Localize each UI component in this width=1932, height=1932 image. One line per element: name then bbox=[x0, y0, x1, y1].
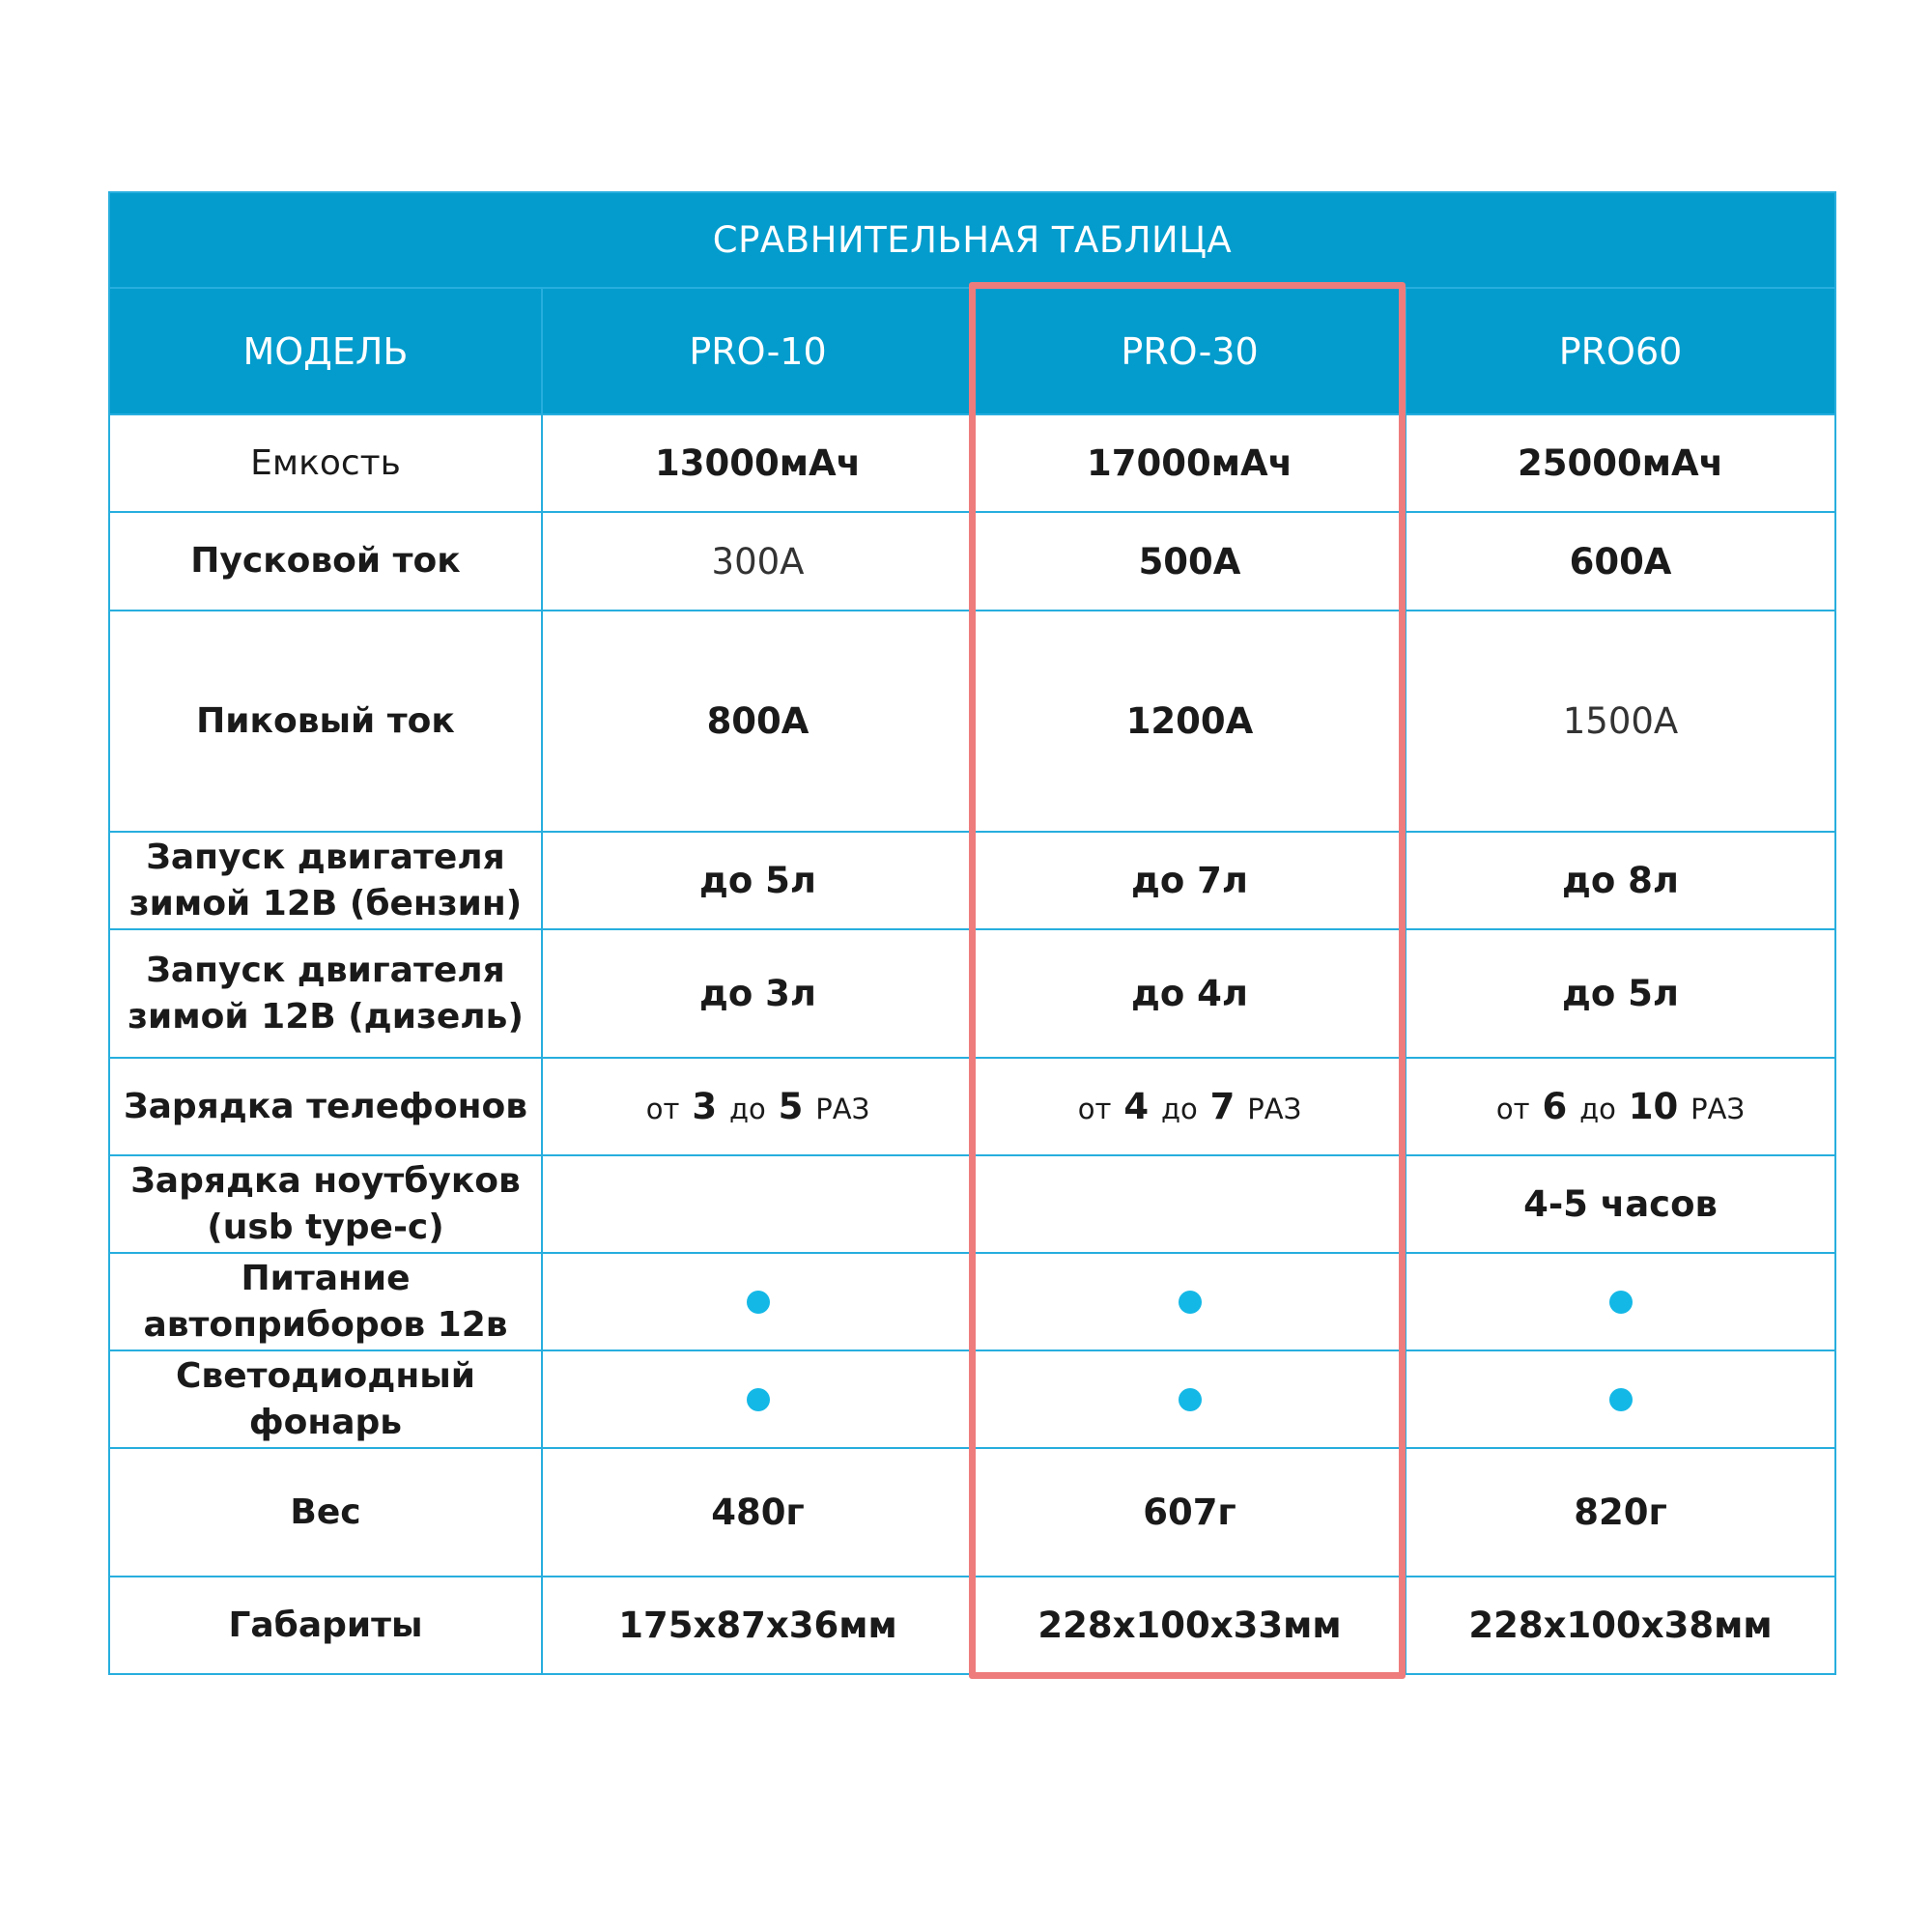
cell-value bbox=[1406, 1350, 1835, 1448]
row-label-capacity: Емкость bbox=[109, 414, 542, 512]
feature-dot-icon bbox=[747, 1291, 770, 1314]
cell-value: 1500А bbox=[1406, 611, 1835, 832]
cell-value bbox=[542, 1058, 974, 1155]
feature-dot-icon bbox=[1609, 1291, 1633, 1314]
cell-value: 607г bbox=[974, 1448, 1406, 1577]
range-to-word: до bbox=[728, 1093, 766, 1125]
cell-value bbox=[974, 1058, 1406, 1155]
table-row bbox=[109, 611, 1835, 832]
header-model-pro-30: PRO-30 bbox=[974, 288, 1406, 414]
range-from-number: 6 bbox=[1542, 1086, 1568, 1127]
header-model-pro60: PRO60 bbox=[1406, 288, 1835, 414]
range-from-word: от bbox=[645, 1093, 680, 1125]
range-to-number: 5 bbox=[778, 1086, 804, 1127]
row-label-dimensions: Габариты bbox=[109, 1577, 542, 1674]
range-unit: РАЗ bbox=[1247, 1093, 1302, 1125]
table-row bbox=[109, 1577, 1835, 1674]
cell-value: 17000мАч bbox=[974, 414, 1406, 512]
cell-value: до 8л bbox=[1406, 832, 1835, 929]
range-to-word: до bbox=[1579, 1093, 1616, 1125]
cell-value: 175x87x36мм bbox=[542, 1577, 974, 1674]
row-label-phone-charging: Зарядка телефонов bbox=[109, 1058, 542, 1155]
header-model-label: МОДЕЛЬ bbox=[109, 288, 542, 414]
range-to-word: до bbox=[1160, 1093, 1198, 1125]
cell-value: до 7л bbox=[974, 832, 1406, 929]
cell-value bbox=[1406, 1253, 1835, 1350]
range-to-number: 10 bbox=[1628, 1086, 1679, 1127]
range-unit: РАЗ bbox=[1690, 1093, 1746, 1125]
cell-value: до 5л bbox=[542, 832, 974, 929]
table-row bbox=[109, 512, 1835, 611]
row-label-line: Запуск двигателя bbox=[146, 950, 505, 990]
table-row bbox=[109, 929, 1835, 1058]
cell-value: 500А bbox=[974, 512, 1406, 611]
cell-value bbox=[974, 1253, 1406, 1350]
row-label-line: фонарь bbox=[248, 1402, 403, 1442]
row-label-weight: Вес bbox=[109, 1448, 542, 1577]
row-label-line: Питание bbox=[241, 1258, 411, 1298]
table-row bbox=[109, 414, 1835, 512]
row-label-line: Запуск двигателя bbox=[146, 837, 505, 877]
cell-value bbox=[974, 1350, 1406, 1448]
row-label-line: зимой 12В (бензин) bbox=[128, 883, 523, 923]
cell-value: 25000мАч bbox=[1406, 414, 1835, 512]
row-label-car-devices-power bbox=[109, 1253, 542, 1350]
row-label-starting-current: Пусковой ток bbox=[109, 512, 542, 611]
row-label-peak-current: Пиковый ток bbox=[109, 611, 542, 832]
header-row bbox=[109, 288, 1835, 414]
table-row bbox=[109, 1350, 1835, 1448]
feature-dot-icon bbox=[747, 1388, 770, 1411]
table-title: СРАВНИТЕЛЬНАЯ ТАБЛИЦА bbox=[109, 192, 1835, 288]
cell-value: 600А bbox=[1406, 512, 1835, 611]
row-label-line: автоприборов 12в bbox=[143, 1304, 508, 1345]
cell-value bbox=[542, 1253, 974, 1350]
feature-dot-icon bbox=[1179, 1291, 1202, 1314]
feature-dot-icon bbox=[1609, 1388, 1633, 1411]
row-label-line: (usb type-c) bbox=[207, 1207, 444, 1247]
cell-value: 228x100x38мм bbox=[1406, 1577, 1835, 1674]
range-from-number: 4 bbox=[1123, 1086, 1150, 1127]
cell-value: до 3л bbox=[542, 929, 974, 1058]
table-row bbox=[109, 1058, 1835, 1155]
cell-value: 300А bbox=[542, 512, 974, 611]
row-label-line: Светодиодный bbox=[176, 1355, 475, 1396]
row-label-led-flashlight bbox=[109, 1350, 542, 1448]
cell-value bbox=[1406, 1058, 1835, 1155]
table-row bbox=[109, 1253, 1835, 1350]
cell-value: до 5л bbox=[1406, 929, 1835, 1058]
row-label-line: зимой 12В (дизель) bbox=[128, 996, 524, 1037]
table-row bbox=[109, 1448, 1835, 1577]
cell-value: 480г bbox=[542, 1448, 974, 1577]
cell-value: до 4л bbox=[974, 929, 1406, 1058]
title-row bbox=[109, 192, 1835, 288]
comparison-table-container bbox=[108, 191, 1834, 1675]
range-from-word: от bbox=[1077, 1093, 1112, 1125]
range-from-number: 3 bbox=[692, 1086, 718, 1127]
feature-dot-icon bbox=[1179, 1388, 1202, 1411]
table-row bbox=[109, 1155, 1835, 1253]
table-row bbox=[109, 832, 1835, 929]
cell-value: 228x100x33мм bbox=[974, 1577, 1406, 1674]
row-label-engine-start-petrol bbox=[109, 832, 542, 929]
row-label-line: Зарядка ноутбуков bbox=[130, 1160, 521, 1201]
row-label-laptop-charging bbox=[109, 1155, 542, 1253]
range-from-word: от bbox=[1495, 1093, 1530, 1125]
cell-value bbox=[542, 1350, 974, 1448]
cell-value: 800А bbox=[542, 611, 974, 832]
comparison-table bbox=[108, 191, 1836, 1675]
range-to-number: 7 bbox=[1209, 1086, 1236, 1127]
cell-value: 4-5 часов bbox=[1406, 1155, 1835, 1253]
cell-value: 820г bbox=[1406, 1448, 1835, 1577]
cell-value bbox=[974, 1155, 1406, 1253]
cell-value: 1200А bbox=[974, 611, 1406, 832]
cell-value bbox=[542, 1155, 974, 1253]
range-unit: РАЗ bbox=[815, 1093, 870, 1125]
row-label-engine-start-diesel bbox=[109, 929, 542, 1058]
header-model-pro-10: PRO-10 bbox=[542, 288, 974, 414]
cell-value: 13000мАч bbox=[542, 414, 974, 512]
